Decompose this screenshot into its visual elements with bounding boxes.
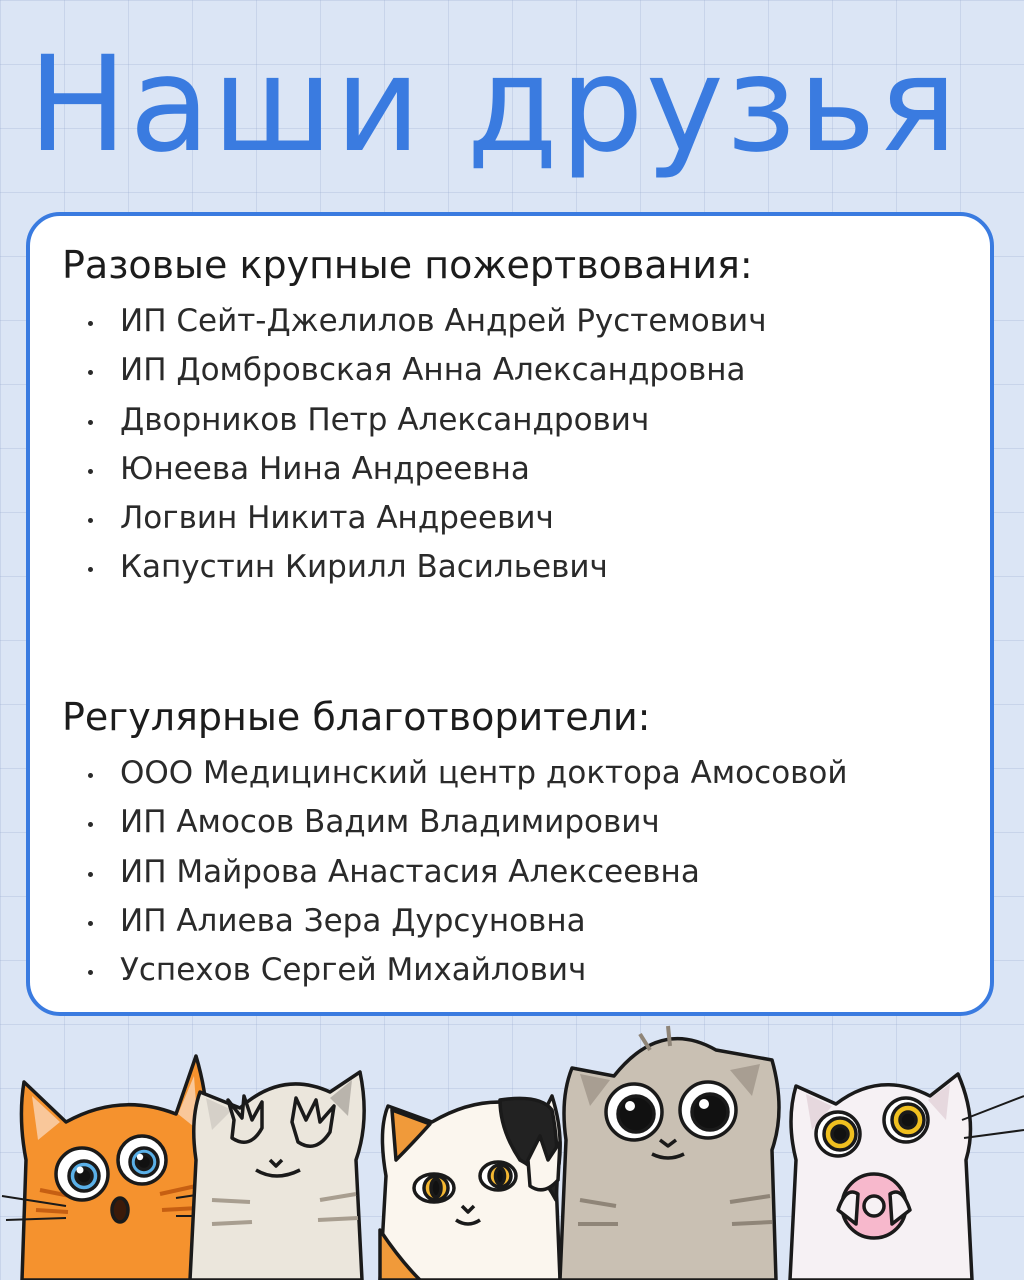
- list-item: ИП Майрова Анастасия Алексеевна: [82, 848, 848, 897]
- calico-cat: [380, 1096, 560, 1280]
- list-item: ИП Сейт-Джелилов Андрей Рустемович: [82, 297, 767, 346]
- list-item: ИП Домбровская Анна Александровна: [82, 346, 767, 395]
- cats-illustration: [0, 1010, 1024, 1280]
- list-item: Капустин Кирилл Васильевич: [82, 543, 767, 592]
- list-item: Логвин Никита Андреевич: [82, 494, 767, 543]
- list-item: Успехов Сергей Михайлович: [82, 946, 848, 995]
- list-item: Дворников Петр Александрович: [82, 396, 767, 445]
- cream-cat-covering-eyes: [190, 1072, 364, 1280]
- list-item: ИП Амосов Вадим Владимирович: [82, 798, 848, 847]
- donors-card: [26, 212, 994, 1016]
- section-heading-regular: Регулярные благотворители:: [62, 695, 651, 739]
- regular-donors-list: [82, 749, 848, 995]
- white-cat-with-donut: [790, 1074, 1024, 1280]
- list-item: ИП Алиева Зера Дурсуновна: [82, 897, 848, 946]
- page-title: Наши друзья: [28, 28, 960, 182]
- list-item: ООО Медицинский центр доктора Амосовой: [82, 749, 848, 798]
- section-heading-one-time: Разовые крупные пожертвования:: [62, 243, 753, 287]
- list-item: Юнеева Нина Андреевна: [82, 445, 767, 494]
- grey-cat: [560, 1026, 779, 1280]
- one-time-donors-list: [82, 297, 767, 593]
